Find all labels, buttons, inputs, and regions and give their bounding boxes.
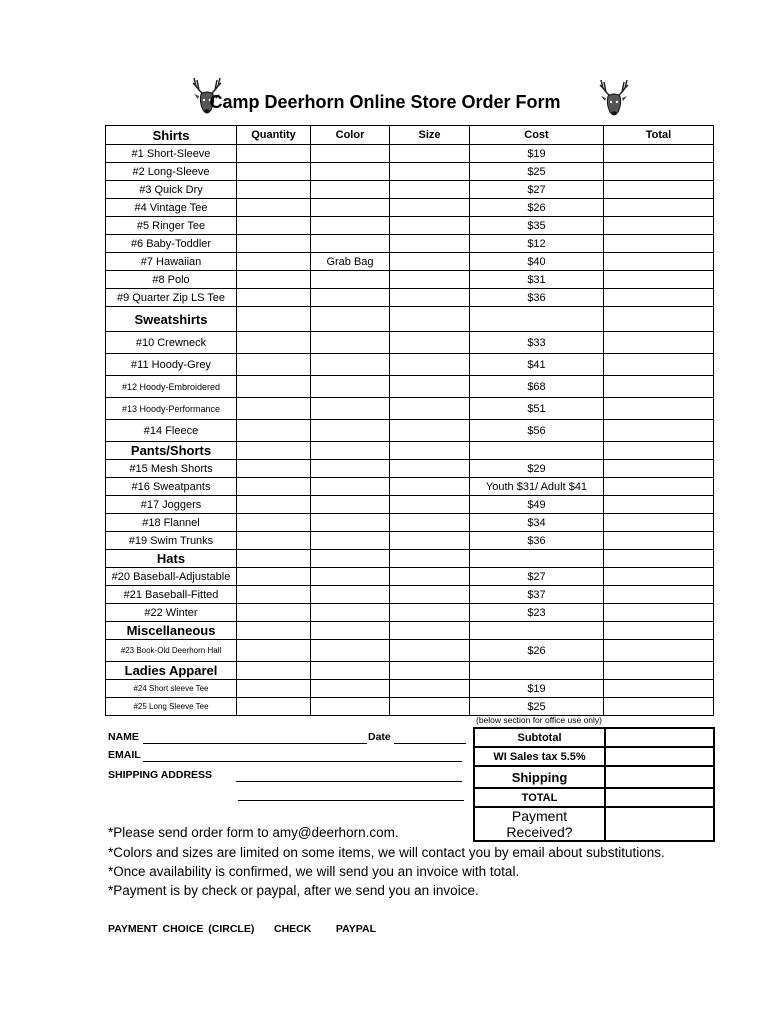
category-empty-cell	[470, 662, 604, 680]
category-empty-cell	[470, 550, 604, 568]
category-empty-cell	[390, 662, 470, 680]
quantity-cell[interactable]	[237, 163, 311, 181]
subtotal-value[interactable]	[605, 728, 714, 747]
color-cell[interactable]	[311, 532, 390, 550]
color-cell[interactable]	[311, 460, 390, 478]
note-colors: *Colors and sizes are limited on some items, we will contact you by email about substitutions.	[108, 845, 665, 860]
size-cell[interactable]	[390, 568, 470, 586]
table-row	[106, 271, 714, 289]
total-cell[interactable]	[604, 163, 714, 181]
category-empty-cell	[311, 622, 390, 640]
table-row	[106, 478, 714, 496]
total-cell[interactable]	[604, 199, 714, 217]
cost-cell: $33	[470, 332, 604, 354]
category-label: Miscellaneous	[106, 622, 237, 640]
color-cell[interactable]	[311, 568, 390, 586]
cost-cell: $36	[470, 532, 604, 550]
size-cell[interactable]	[390, 235, 470, 253]
category-empty-cell	[390, 550, 470, 568]
cost-cell: $25	[470, 698, 604, 716]
quantity-cell[interactable]	[237, 586, 311, 604]
size-cell[interactable]	[390, 586, 470, 604]
cost-cell: $26	[470, 640, 604, 662]
quantity-cell[interactable]	[237, 478, 311, 496]
category-empty-cell	[311, 307, 390, 332]
table-row	[106, 698, 714, 716]
header-cost: Cost	[470, 126, 604, 145]
quantity-cell[interactable]	[237, 398, 311, 420]
size-cell[interactable]	[390, 332, 470, 354]
cost-cell: $26	[470, 199, 604, 217]
total-cell[interactable]	[604, 289, 714, 307]
total-cell[interactable]	[604, 253, 714, 271]
table-row	[106, 604, 714, 622]
total-cell[interactable]	[604, 354, 714, 376]
category-empty-cell	[237, 550, 311, 568]
size-cell[interactable]	[390, 514, 470, 532]
note-payment: *Payment is by check or paypal, after we send you an invoice.	[108, 883, 479, 898]
category-empty-cell	[390, 622, 470, 640]
table-row	[106, 496, 714, 514]
category-row	[106, 622, 714, 640]
quantity-cell[interactable]	[237, 217, 311, 235]
table-row	[106, 420, 714, 442]
item-name: #18 Flannel	[106, 514, 237, 532]
total-cell[interactable]	[604, 181, 714, 199]
quantity-cell[interactable]	[237, 271, 311, 289]
item-name: #20 Baseball-Adjustable	[106, 568, 237, 586]
item-name: #10 Crewneck	[106, 332, 237, 354]
size-cell[interactable]	[390, 478, 470, 496]
size-cell[interactable]	[390, 698, 470, 716]
header-size: Size	[390, 126, 470, 145]
order-table	[105, 125, 714, 716]
total-cell[interactable]	[604, 568, 714, 586]
total-cell[interactable]	[604, 496, 714, 514]
table-row	[106, 217, 714, 235]
item-name: #2 Long-Sleeve	[106, 163, 237, 181]
size-cell[interactable]	[390, 354, 470, 376]
item-name: #19 Swim Trunks	[106, 532, 237, 550]
note-availability: *Once availability is confirmed, we will send you an invoice with total.	[108, 864, 520, 879]
category-empty-cell	[604, 307, 714, 332]
page-title: Camp Deerhorn Online Store Order Form	[209, 92, 561, 112]
category-empty-cell	[604, 662, 714, 680]
table-row	[106, 532, 714, 550]
color-cell[interactable]	[311, 398, 390, 420]
size-cell[interactable]	[390, 253, 470, 271]
category-empty-cell	[311, 662, 390, 680]
header-total: Total	[604, 126, 714, 145]
total-cell[interactable]	[604, 640, 714, 662]
color-cell[interactable]	[311, 586, 390, 604]
cost-cell: $51	[470, 398, 604, 420]
size-cell[interactable]	[390, 181, 470, 199]
item-name: #24 Short sleeve Tee	[106, 680, 237, 698]
quantity-cell[interactable]	[237, 568, 311, 586]
table-row	[106, 163, 714, 181]
date-label: Date	[368, 731, 391, 743]
name-label: NAME	[108, 731, 139, 743]
office-use-table	[473, 727, 715, 842]
item-name: #6 Baby-Toddler	[106, 235, 237, 253]
category-empty-cell	[311, 442, 390, 460]
total-cell[interactable]	[604, 420, 714, 442]
table-header-row	[106, 126, 714, 145]
item-name: #3 Quick Dry	[106, 181, 237, 199]
total-value[interactable]	[605, 788, 714, 807]
color-cell[interactable]	[311, 680, 390, 698]
table-row	[106, 460, 714, 478]
item-name: #5 Ringer Tee	[106, 217, 237, 235]
cost-cell: $19	[470, 145, 604, 163]
total-cell[interactable]	[604, 376, 714, 398]
total-cell[interactable]	[604, 332, 714, 354]
total-cell[interactable]	[604, 478, 714, 496]
category-label: Hats	[106, 550, 237, 568]
cost-cell: $35	[470, 217, 604, 235]
color-cell[interactable]: Grab Bag	[311, 253, 390, 271]
cost-cell: $49	[470, 496, 604, 514]
color-cell[interactable]	[311, 199, 390, 217]
category-row	[106, 307, 714, 332]
color-cell[interactable]	[311, 420, 390, 442]
item-name: #25 Long Sleeve Tee	[106, 698, 237, 716]
table-row	[106, 235, 714, 253]
category-row	[106, 550, 714, 568]
size-cell[interactable]	[390, 604, 470, 622]
color-cell[interactable]	[311, 332, 390, 354]
category-row	[106, 662, 714, 680]
item-name: #13 Hoody-Performance	[106, 398, 237, 420]
item-name: #23 Book-Old Deerhorn Hall	[106, 640, 237, 662]
total-cell[interactable]	[604, 604, 714, 622]
category-empty-cell	[604, 550, 714, 568]
color-cell[interactable]	[311, 271, 390, 289]
quantity-cell[interactable]	[237, 235, 311, 253]
table-row	[106, 514, 714, 532]
size-cell[interactable]	[390, 289, 470, 307]
category-empty-cell	[390, 307, 470, 332]
category-empty-cell	[237, 442, 311, 460]
quantity-cell[interactable]	[237, 332, 311, 354]
quantity-cell[interactable]	[237, 532, 311, 550]
cost-cell: $12	[470, 235, 604, 253]
total-cell[interactable]	[604, 532, 714, 550]
total-cell[interactable]	[604, 271, 714, 289]
size-cell[interactable]	[390, 271, 470, 289]
table-row	[106, 181, 714, 199]
category-empty-cell	[604, 622, 714, 640]
email-label: EMAIL	[108, 749, 141, 761]
quantity-cell[interactable]	[237, 698, 311, 716]
category-empty-cell	[604, 442, 714, 460]
category-label: Pants/Shorts	[106, 442, 237, 460]
sales-tax-label: WI Sales tax 5.5%	[474, 747, 605, 766]
size-cell[interactable]	[390, 145, 470, 163]
cost-cell: $68	[470, 376, 604, 398]
color-cell[interactable]	[311, 514, 390, 532]
color-cell[interactable]	[311, 145, 390, 163]
cost-cell: $37	[470, 586, 604, 604]
item-name: #12 Hoody-Embroidered	[106, 376, 237, 398]
item-name: #22 Winter	[106, 604, 237, 622]
item-name: #4 Vintage Tee	[106, 199, 237, 217]
quantity-cell[interactable]	[237, 354, 311, 376]
quantity-cell[interactable]	[237, 514, 311, 532]
total-cell[interactable]	[604, 680, 714, 698]
color-cell[interactable]	[311, 640, 390, 662]
table-row	[106, 145, 714, 163]
color-cell[interactable]	[311, 376, 390, 398]
color-cell[interactable]	[311, 354, 390, 376]
cost-cell: $25	[470, 163, 604, 181]
payment-received-value[interactable]	[605, 807, 714, 841]
size-cell[interactable]	[390, 398, 470, 420]
cost-cell: $36	[470, 289, 604, 307]
item-name: #11 Hoody-Grey	[106, 354, 237, 376]
subtotal-label: Subtotal	[474, 728, 605, 747]
quantity-cell[interactable]	[237, 496, 311, 514]
cost-cell: $27	[470, 181, 604, 199]
total-cell[interactable]	[604, 514, 714, 532]
sales-tax-value[interactable]	[605, 747, 714, 766]
table-row	[106, 586, 714, 604]
shipping-address-field-2[interactable]	[238, 800, 464, 801]
quantity-cell[interactable]	[237, 145, 311, 163]
table-row	[106, 568, 714, 586]
cost-cell: $41	[470, 354, 604, 376]
category-empty-cell	[470, 442, 604, 460]
total-cell[interactable]	[604, 586, 714, 604]
category-empty-cell	[390, 442, 470, 460]
category-empty-cell	[470, 622, 604, 640]
category-empty-cell	[470, 307, 604, 332]
size-cell[interactable]	[390, 496, 470, 514]
item-name: #9 Quarter Zip LS Tee	[106, 289, 237, 307]
header-shirts: Shirts	[106, 126, 237, 145]
table-row	[106, 289, 714, 307]
quantity-cell[interactable]	[237, 253, 311, 271]
item-name: #7 Hawaiian	[106, 253, 237, 271]
note-email: *Please send order form to amy@deerhorn.com.	[108, 825, 399, 840]
total-cell[interactable]	[604, 698, 714, 716]
name-field[interactable]	[143, 743, 367, 744]
category-empty-cell	[237, 622, 311, 640]
quantity-cell[interactable]	[237, 199, 311, 217]
color-cell[interactable]	[311, 289, 390, 307]
item-name: #16 Sweatpants	[106, 478, 237, 496]
item-name: #8 Polo	[106, 271, 237, 289]
size-cell[interactable]	[390, 532, 470, 550]
size-cell[interactable]	[390, 376, 470, 398]
size-cell[interactable]	[390, 217, 470, 235]
table-row	[106, 332, 714, 354]
color-cell[interactable]	[311, 235, 390, 253]
category-empty-cell	[237, 307, 311, 332]
color-cell[interactable]	[311, 217, 390, 235]
size-cell[interactable]	[390, 199, 470, 217]
shipping-address-field[interactable]	[236, 781, 462, 782]
quantity-cell[interactable]	[237, 420, 311, 442]
category-empty-cell	[311, 550, 390, 568]
category-row	[106, 442, 714, 460]
shipping-value[interactable]	[605, 766, 714, 788]
quantity-cell[interactable]	[237, 289, 311, 307]
quantity-cell[interactable]	[237, 460, 311, 478]
office-use-note: (below section for office use only)	[476, 715, 602, 725]
header-color: Color	[311, 126, 390, 145]
table-row	[106, 680, 714, 698]
total-cell[interactable]	[604, 460, 714, 478]
cost-cell: $40	[470, 253, 604, 271]
size-cell[interactable]	[390, 460, 470, 478]
table-row	[106, 398, 714, 420]
size-cell[interactable]	[390, 680, 470, 698]
item-name: #14 Fleece	[106, 420, 237, 442]
color-cell[interactable]	[311, 478, 390, 496]
item-name: #17 Joggers	[106, 496, 237, 514]
item-name: #21 Baseball-Fitted	[106, 586, 237, 604]
shipping-label: Shipping	[474, 766, 605, 788]
table-row	[106, 199, 714, 217]
payment-received-label: Payment Received?	[474, 807, 605, 841]
payment-choice: PAYMENT CHOICE (CIRCLE) CHECK PAYPAL	[108, 923, 376, 935]
size-cell[interactable]	[390, 640, 470, 662]
total-cell[interactable]	[604, 217, 714, 235]
cost-cell: $27	[470, 568, 604, 586]
category-label: Sweatshirts	[106, 307, 237, 332]
size-cell[interactable]	[390, 163, 470, 181]
cost-cell: $56	[470, 420, 604, 442]
table-row	[106, 640, 714, 662]
table-row	[106, 354, 714, 376]
cost-cell: $19	[470, 680, 604, 698]
total-label: TOTAL	[474, 788, 605, 807]
quantity-cell[interactable]	[237, 640, 311, 662]
size-cell[interactable]	[390, 420, 470, 442]
email-field[interactable]	[143, 761, 462, 762]
cost-cell: Youth $31/ Adult $41	[470, 478, 604, 496]
date-field[interactable]	[394, 743, 466, 744]
category-label: Ladies Apparel	[106, 662, 237, 680]
quantity-cell[interactable]	[237, 680, 311, 698]
shipping-address-label: SHIPPING ADDRESS	[108, 769, 213, 781]
table-row	[106, 376, 714, 398]
quantity-cell[interactable]	[237, 604, 311, 622]
total-cell[interactable]	[604, 235, 714, 253]
cost-cell: $34	[470, 514, 604, 532]
header-quantity: Quantity	[237, 126, 311, 145]
color-cell[interactable]	[311, 604, 390, 622]
item-name: #15 Mesh Shorts	[106, 460, 237, 478]
color-cell[interactable]	[311, 496, 390, 514]
item-name: #1 Short-Sleeve	[106, 145, 237, 163]
color-cell[interactable]	[311, 698, 390, 716]
cost-cell: $23	[470, 604, 604, 622]
quantity-cell[interactable]	[237, 181, 311, 199]
total-cell[interactable]	[604, 145, 714, 163]
total-cell[interactable]	[604, 398, 714, 420]
cost-cell: $29	[470, 460, 604, 478]
table-row	[106, 253, 714, 271]
color-cell[interactable]	[311, 181, 390, 199]
category-empty-cell	[237, 662, 311, 680]
quantity-cell[interactable]	[237, 376, 311, 398]
color-cell[interactable]	[311, 163, 390, 181]
cost-cell: $31	[470, 271, 604, 289]
